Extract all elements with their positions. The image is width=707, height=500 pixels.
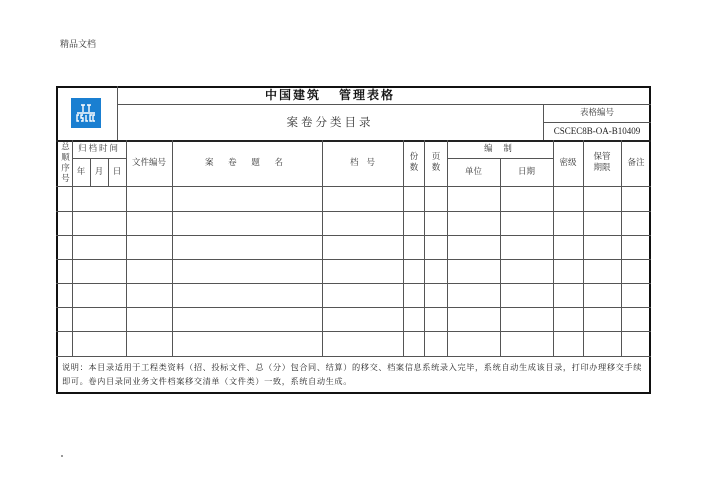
table-row[interactable]	[56, 186, 651, 211]
table-row[interactable]	[56, 283, 651, 307]
divider	[56, 356, 651, 357]
cscec-logo-icon	[71, 98, 101, 128]
col-day: 日	[112, 166, 122, 177]
form-number-value: CSCEC8B-OA-B10409	[553, 125, 641, 136]
col-year: 年	[76, 166, 86, 177]
brand-right: 管理表格	[339, 87, 396, 102]
logo-glyph-icon	[75, 102, 97, 124]
col-file-no: 文件编号	[131, 157, 166, 168]
col-compiled: 编 制	[484, 143, 516, 154]
table-row[interactable]	[56, 307, 651, 331]
table-row[interactable]	[56, 235, 651, 259]
col-copies: 份数	[409, 152, 419, 173]
col-serial: 总顺序号	[59, 142, 70, 184]
col-archive-no: 档 号	[349, 157, 376, 168]
table-row[interactable]	[56, 331, 651, 356]
watermark-text: 精品文档	[60, 40, 97, 50]
col-retention: 保管期限	[593, 152, 611, 173]
note-line-2: 即可。卷内目录同业务文件档案移交清单（文件类）一致，系统自动生成。	[62, 375, 352, 386]
note-text	[62, 361, 646, 388]
col-month: 月	[94, 166, 104, 177]
col-remarks: 备注	[627, 157, 645, 168]
table-row[interactable]	[56, 211, 651, 235]
col-archive-time: 归档时间	[77, 143, 120, 154]
col-case-title: 案 卷 题 名	[204, 157, 290, 168]
table-row[interactable]	[56, 259, 651, 283]
table-body	[56, 186, 651, 356]
form-number-label: 表格编号	[579, 107, 614, 118]
brand-left: 中国建筑	[264, 87, 321, 102]
col-date: 日期	[517, 166, 535, 177]
col-unit: 单位	[464, 166, 482, 177]
brand-title	[117, 86, 543, 104]
page-marker	[61, 455, 63, 457]
col-pages: 页数	[431, 152, 441, 173]
form-title: 案卷分类目录	[286, 114, 374, 129]
note-line-1: 说明：本目录适用于工程类资料（招、投标文件、总（分）包合同、结算）的移交、档案信息系统录入完毕，系统自动生成该目录，打印办理移交手续	[62, 362, 642, 372]
col-secrecy: 密级	[559, 157, 577, 168]
